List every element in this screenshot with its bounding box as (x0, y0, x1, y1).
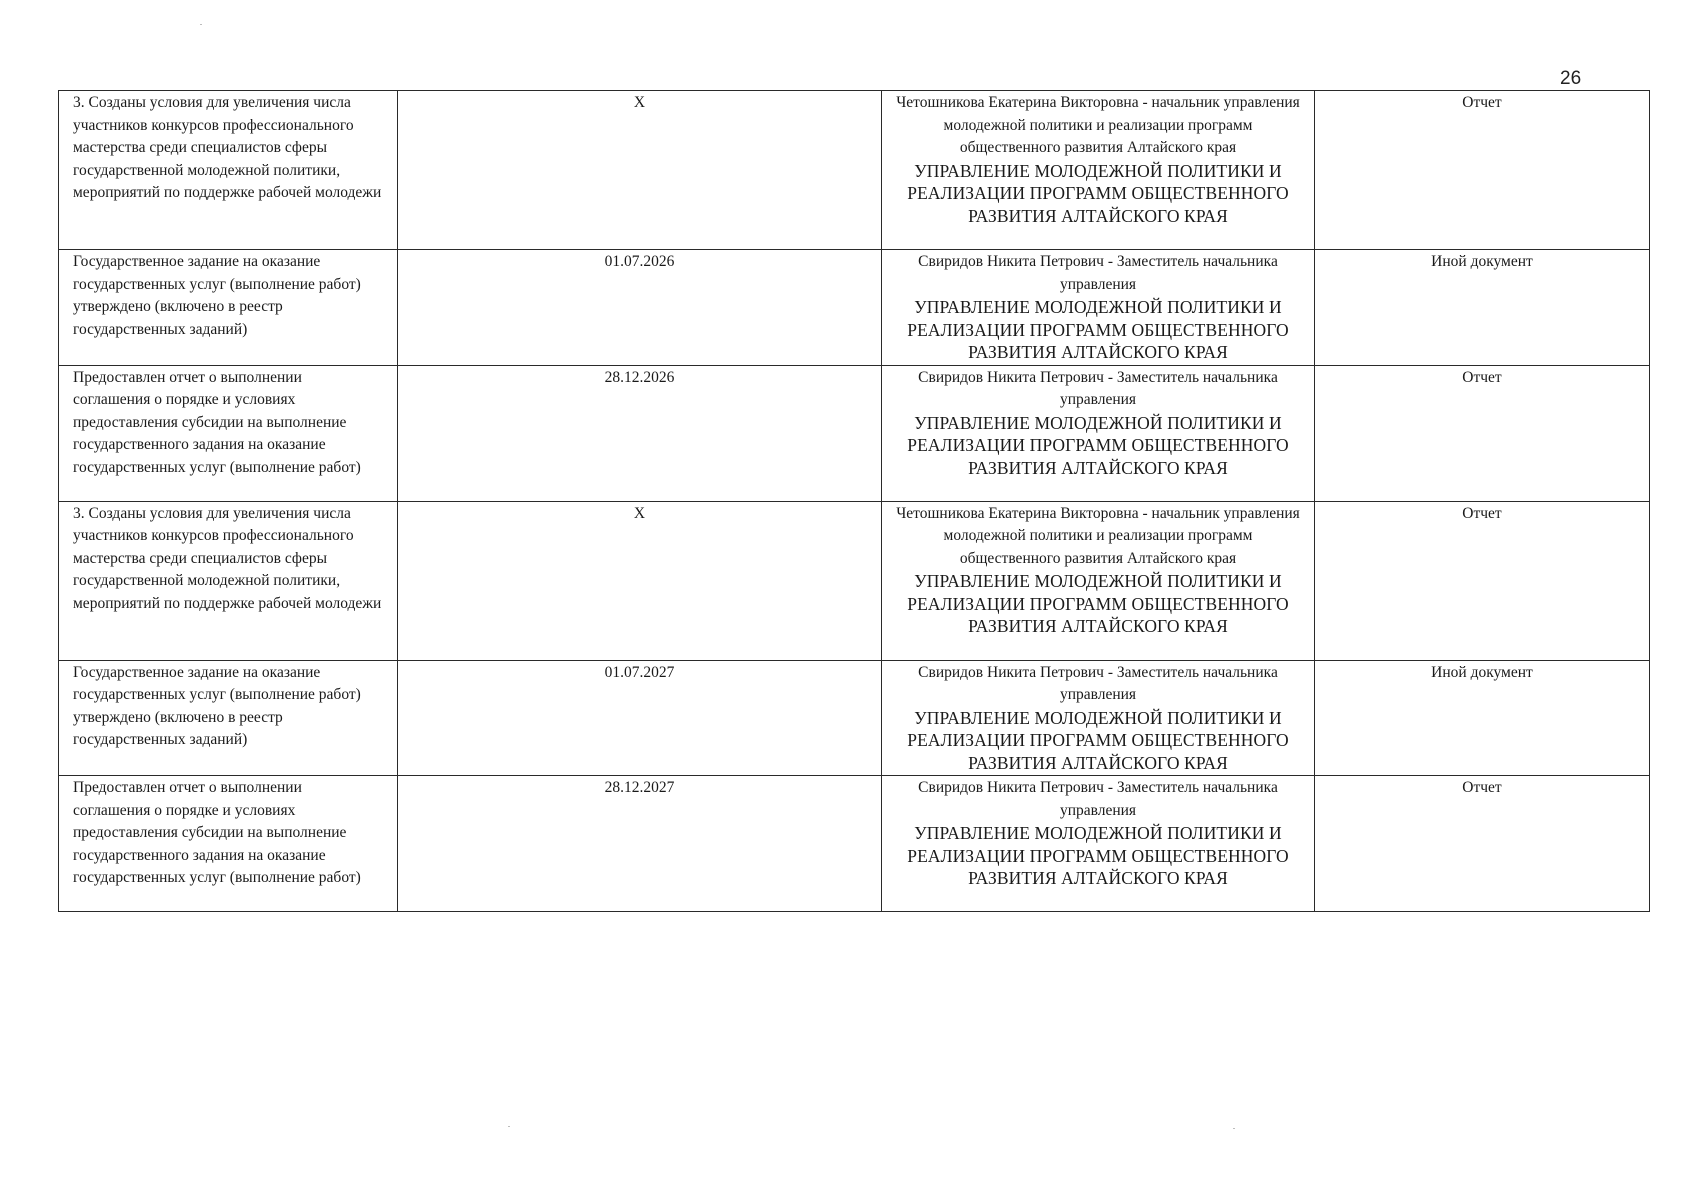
responsible-person: Свиридов Никита Петрович - Заместитель начальника управления (918, 779, 1278, 819)
document-type-cell: Отчет (1315, 365, 1650, 501)
document-type-cell: Отчет (1315, 91, 1650, 250)
scan-speck (508, 1126, 510, 1127)
date-cell: 01.07.2026 (398, 250, 882, 366)
scan-speck (200, 24, 202, 25)
result-cell: Государственное задание на оказание государственных услуг (выполнение работ) утверждено (включено в реестр государственных заданий) (59, 660, 398, 776)
responsible-cell (882, 250, 1315, 366)
page-number: 26 (1560, 68, 1582, 89)
table-row (59, 660, 1650, 776)
document-type-cell: Отчет (1315, 776, 1650, 912)
responsible-cell (882, 776, 1315, 912)
date-cell: 28.12.2026 (398, 365, 882, 501)
responsible-cell (882, 365, 1315, 501)
result-cell: 3. Созданы условия для увеличения числа участников конкурсов профессионального мастерства среди специалистов сферы государственной молодежной политики, мероприятий по поддержке рабочей молодежи (59, 501, 398, 660)
responsible-department: УПРАВЛЕНИЕ МОЛОДЕЖНОЙ ПОЛИТИКИ И РЕАЛИЗАЦИИ ПРОГРАММ ОБЩЕСТВЕННОГО РАЗВИТИЯ АЛТАЙСКОГО КРАЯ (907, 412, 1289, 478)
table-row (59, 250, 1650, 366)
date-cell: 28.12.2027 (398, 776, 882, 912)
responsible-department: УПРАВЛЕНИЕ МОЛОДЕЖНОЙ ПОЛИТИКИ И РЕАЛИЗАЦИИ ПРОГРАММ ОБЩЕСТВЕННОГО РАЗВИТИЯ АЛТАЙСКОГО КРАЯ (907, 297, 1289, 362)
document-type-cell: Отчет (1315, 501, 1650, 660)
responsible-person: Четошникова Екатерина Викторовна - начальник управления молодежной политики и реализации программ общественного развития Алтайского края (896, 504, 1300, 567)
document-type-cell: Иной документ (1315, 660, 1650, 776)
date-cell: X (398, 91, 882, 250)
document-type-cell: Иной документ (1315, 250, 1650, 366)
responsible-cell (882, 501, 1315, 660)
responsible-person: Четошникова Екатерина Викторовна - начальник управления молодежной политики и реализации программ общественного развития Алтайского края (896, 94, 1300, 156)
date-cell: X (398, 501, 882, 660)
responsible-person: Свиридов Никита Петрович - Заместитель начальника управления (918, 663, 1278, 703)
result-cell: Предоставлен отчет о выполнении соглашения о порядке и условиях предоставления субсидии на выполнение государственного задания на оказание государственных услуг (выполнение работ) (59, 365, 398, 501)
result-cell: Государственное задание на оказание государственных услуг (выполнение работ) утверждено (включено в реестр государственных заданий) (59, 250, 398, 366)
result-cell: Предоставлен отчет о выполнении соглашения о порядке и условиях предоставления субсидии на выполнение государственного задания на оказание государственных услуг (выполнение работ) (59, 776, 398, 912)
table-row (59, 776, 1650, 912)
responsible-department: УПРАВЛЕНИЕ МОЛОДЕЖНОЙ ПОЛИТИКИ И РЕАЛИЗАЦИИ ПРОГРАММ ОБЩЕСТВЕННОГО РАЗВИТИЯ АЛТАЙСКОГО КРАЯ (907, 823, 1289, 888)
responsible-cell (882, 91, 1315, 250)
table-row (59, 91, 1650, 250)
control-points-table (58, 90, 1650, 912)
responsible-cell (882, 660, 1315, 776)
responsible-department: УПРАВЛЕНИЕ МОЛОДЕЖНОЙ ПОЛИТИКИ И РЕАЛИЗАЦИИ ПРОГРАММ ОБЩЕСТВЕННОГО РАЗВИТИЯ АЛТАЙСКОГО КРАЯ (907, 707, 1289, 773)
responsible-department: УПРАВЛЕНИЕ МОЛОДЕЖНОЙ ПОЛИТИКИ И РЕАЛИЗАЦИИ ПРОГРАММ ОБЩЕСТВЕННОГО РАЗВИТИЯ АЛТАЙСКОГО КРАЯ (907, 160, 1289, 226)
responsible-department: УПРАВЛЕНИЕ МОЛОДЕЖНОЙ ПОЛИТИКИ И РЕАЛИЗАЦИИ ПРОГРАММ ОБЩЕСТВЕННОГО РАЗВИТИЯ АЛТАЙСКОГО КРАЯ (907, 571, 1289, 636)
date-cell: 01.07.2027 (398, 660, 882, 776)
scan-speck (1233, 1128, 1235, 1129)
responsible-person: Свиридов Никита Петрович - Заместитель начальника управления (918, 368, 1278, 408)
table-row (59, 365, 1650, 501)
table-row (59, 501, 1650, 660)
result-cell: 3. Созданы условия для увеличения числа участников конкурсов профессионального мастерства среди специалистов сферы государственной молодежной политики, мероприятий по поддержке рабочей молодежи (59, 91, 398, 250)
responsible-person: Свиридов Никита Петрович - Заместитель начальника управления (918, 253, 1278, 293)
